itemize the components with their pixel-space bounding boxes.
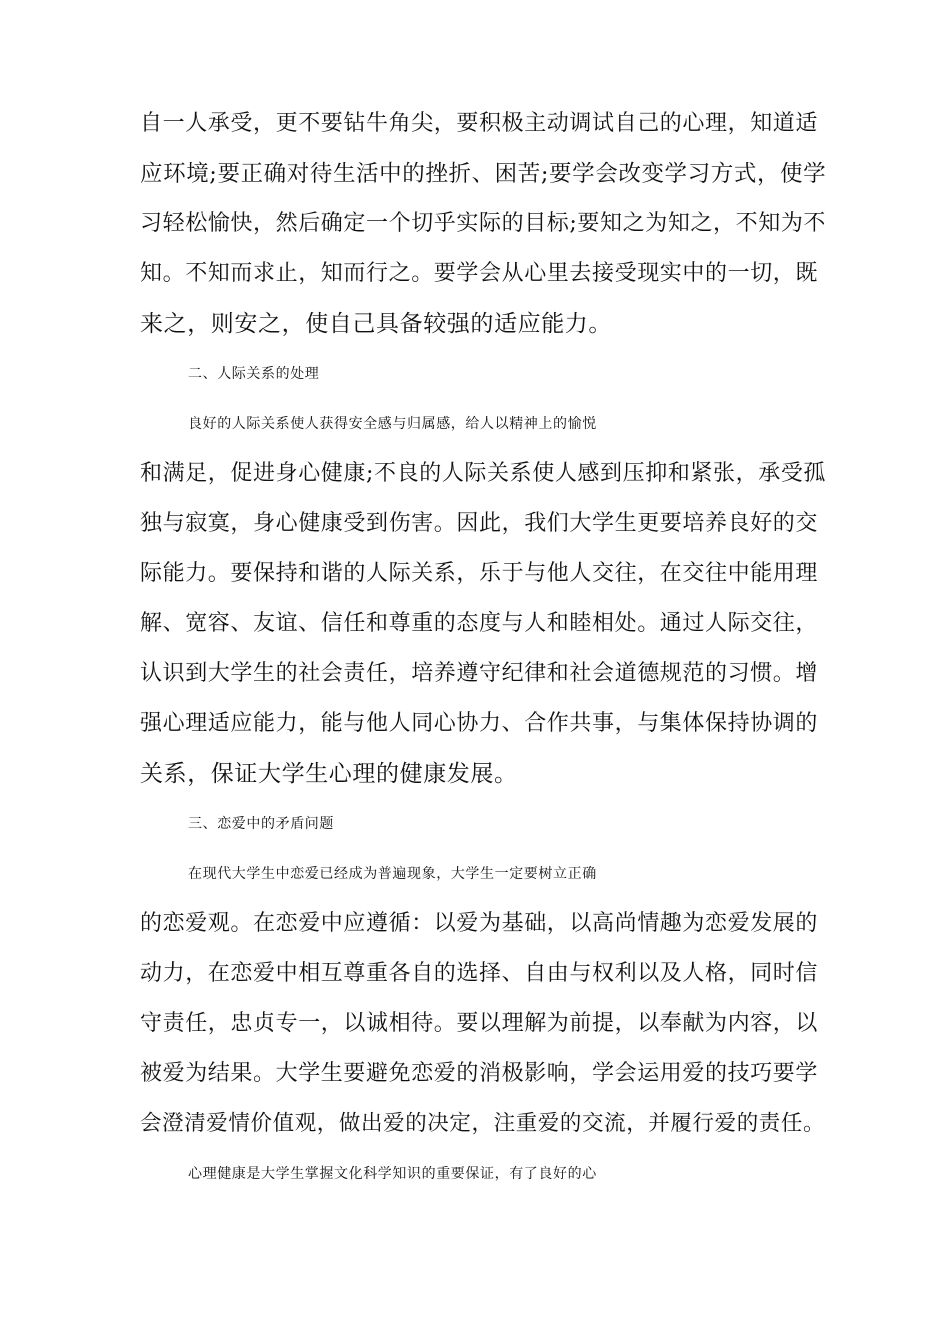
section-heading: 二、人际关系的处理	[188, 366, 320, 382]
paragraph-line: 动力，在恋爱中相互尊重各自的选择、自由与权利以及人格，同时信	[140, 961, 819, 986]
paragraph-line: 在现代大学生中恋爱已经成为普遍现象，大学生一定要树立正确	[188, 866, 597, 882]
paragraph-line: 习轻松愉快，然后确定一个切乎实际的目标;要知之为知之，不知为不	[140, 211, 827, 236]
paragraph-line: 会澄清爱情价值观，做出爱的决定，注重爱的交流，并履行爱的责任。	[140, 1111, 826, 1136]
paragraph-line: 认识到大学生的社会责任，培养遵守纪律和社会道德规范的习惯。增	[140, 661, 819, 686]
paragraph-line: 来之，则安之，使自己具备较强的适应能力。	[140, 311, 612, 337]
paragraph-line: 的恋爱观。在恋爱中应遵循：以爱为基础，以高尚情趣为恋爱发展的	[140, 911, 819, 936]
paragraph-line: 被爱为结果。大学生要避免恋爱的消极影响，学会运用爱的技巧要学	[140, 1061, 819, 1086]
section-heading: 三、恋爱中的矛盾问题	[188, 816, 334, 832]
paragraph-line: 强心理适应能力，能与他人同心协力、合作共事，与集体保持协调的	[140, 711, 819, 736]
paragraph-line: 心理健康是大学生掌握文化科学知识的重要保证，有了良好的心	[188, 1166, 597, 1182]
paragraph-line: 自一人承受，更不要钻牛角尖，要积极主动调试自己的心理，知道适	[140, 111, 819, 136]
paragraph-line: 应环境;要正确对待生活中的挫折、困苦;要学会改变学习方式，使学	[140, 161, 827, 187]
paragraph-line: 独与寂寞，身心健康受到伤害。因此，我们大学生更要培养良好的交	[140, 511, 819, 536]
paragraph-line: 解、宽容、友谊、信任和尊重的态度与人和睦相处。通过人际交往，	[140, 611, 819, 636]
paragraph-line: 守责任，忠贞专一，以诚相待。要以理解为前提，以奉献为内容，以	[140, 1011, 819, 1036]
paragraph-line: 际能力。要保持和谐的人际关系，乐于与他人交往，在交往中能用理	[140, 561, 819, 586]
paragraph-line: 知。不知而求止，知而行之。要学会从心里去接受现实中的一切，既	[140, 261, 819, 286]
paragraph-line: 关系，保证大学生心理的健康发展。	[140, 761, 518, 787]
paragraph-line: 良好的人际关系使人获得安全感与归属感，给人以精神上的愉悦	[188, 416, 597, 432]
paragraph-line: 和满足，促进身心健康;不良的人际关系使人感到压抑和紧张，承受孤	[140, 461, 827, 486]
